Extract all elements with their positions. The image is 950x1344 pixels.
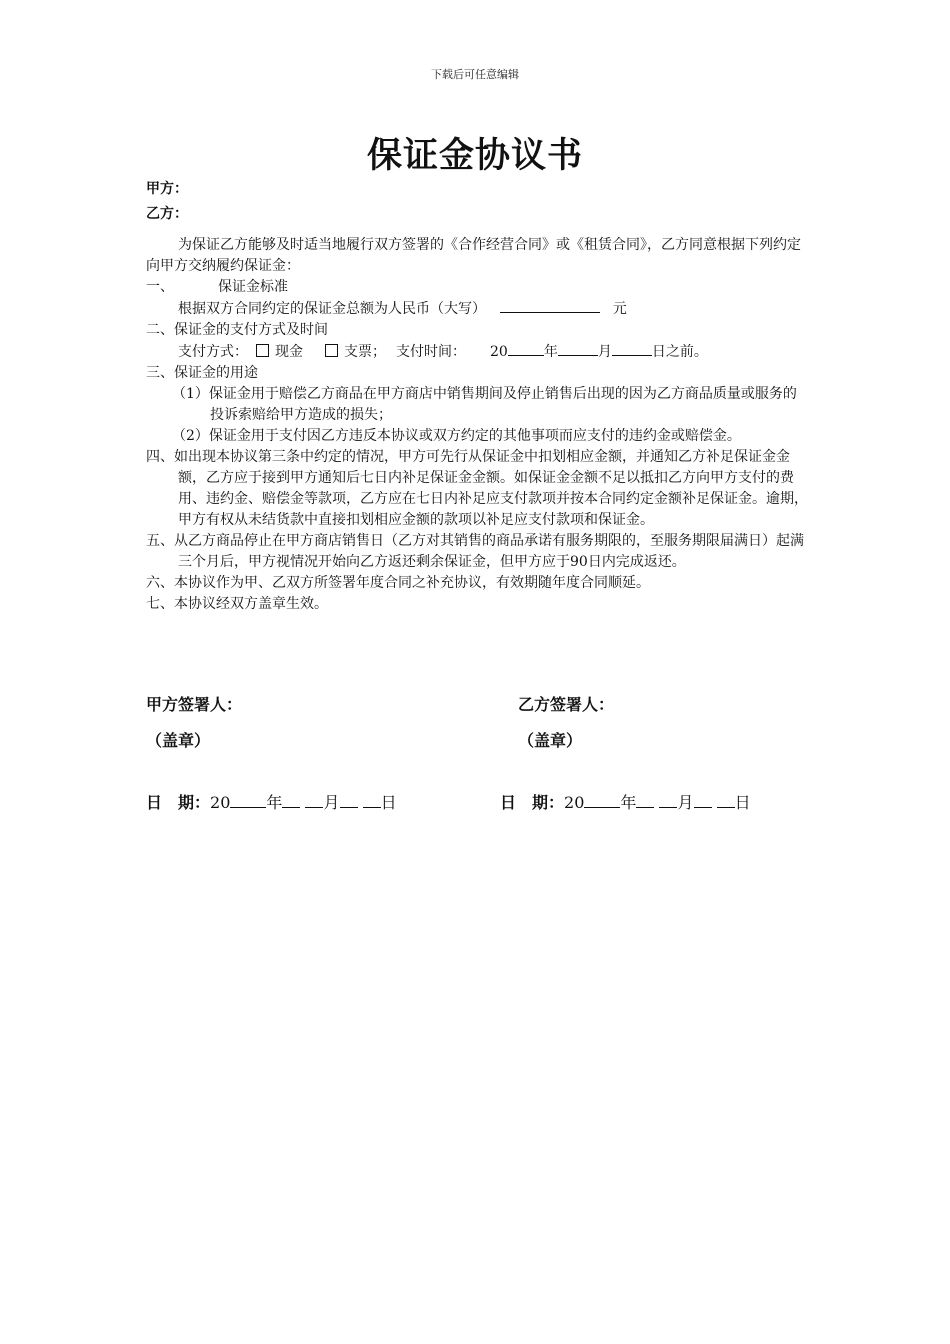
pay-method-label: 支付方式： [178, 344, 248, 360]
section-6: 六、本协议作为甲、乙双方所签署年度合同之补充协议，有效期随年度合同顺延。 [146, 575, 650, 591]
amount-label: 根据双方合同约定的保证金总额为人民币（大写） [178, 301, 486, 317]
date-year-prefix: 20 [564, 793, 585, 812]
section-1-number: 一、 [146, 279, 174, 295]
amount-blank [500, 298, 600, 313]
date-month-blank-1 [636, 792, 654, 808]
section-2-line [146, 341, 810, 363]
day-blank [612, 341, 652, 356]
party-a-label: 甲方： [146, 181, 188, 197]
document-title: 保证金协议书 [366, 136, 583, 176]
party-a-signer: 甲方签署人： [146, 695, 243, 714]
date-year-prefix: 20 [210, 793, 231, 812]
date-month-blank-1 [282, 792, 300, 808]
year-prefix: 20 [490, 344, 508, 360]
date-month: 月 [677, 793, 694, 812]
amount-unit: 元 [612, 301, 627, 317]
section-7: 七、本协议经双方盖章生效。 [146, 596, 328, 612]
date-day-blank-2 [363, 792, 381, 808]
header-note: 下载后可任意编辑 [431, 68, 519, 81]
date-year: 年 [620, 793, 637, 812]
party-b-date [500, 790, 751, 813]
month-label: 月 [597, 344, 612, 360]
date-year-blank [230, 792, 266, 808]
year-blank [508, 341, 544, 356]
section-1-line [146, 298, 810, 320]
date-label: 日 期： [146, 793, 211, 812]
section-3-heading: 三、保证金的用途 [146, 365, 258, 381]
section-2-heading: 二、保证金的支付方式及时间 [146, 322, 328, 338]
section-1-title: 保证金标准 [218, 279, 288, 295]
date-day: 日 [380, 793, 397, 812]
date-year: 年 [266, 793, 283, 812]
date-month-blank-2 [305, 792, 323, 808]
section-3-item-2: （2）保证金用于支付因乙方违反本协议或双方约定的其他事项而应支付的违约金或赔偿金。 [172, 428, 741, 444]
date-day-blank-2 [717, 792, 735, 808]
date-month-blank-2 [659, 792, 677, 808]
month-blank [558, 341, 598, 356]
section-5: 五、从乙方商品停止在甲方商店销售日（乙方对其销售的商品承诺有服务期限的，至服务期限届满日）起满三个月后，甲方视情况开始向乙方返还剩余保证金，但甲方应于90日内完成返还。 [146, 533, 804, 570]
checkbox-cash [256, 344, 269, 357]
checkbox-check [325, 344, 338, 357]
option-cash: 现金 [275, 344, 303, 360]
intro-paragraph: 为保证乙方能够及时适当地履行双方签署的《合作经营合同》或《租赁合同》，乙方同意根据下列约定向甲方交纳履约保证金： [146, 237, 801, 274]
pay-time-label: 支付时间： [396, 344, 466, 360]
party-a-seal: （盖章） [146, 731, 211, 750]
agreement-body [146, 235, 810, 615]
date-day-blank-1 [694, 792, 712, 808]
section-1-heading [146, 277, 810, 298]
date-year-blank [584, 792, 620, 808]
section-4: 四、如出现本协议第三条中约定的情况，甲方可先行从保证金中扣划相应金额，并通知乙方补足保证金金额，乙方应于接到甲方通知后七日内补足保证金金额。如保证金金额不足以抵扣乙方向甲方支付的费用、违约金、赔偿金等款项，乙方应在七日内补足应支付款项并按本合同约定金额补足保证金。逾期，甲方有权从未结货款中直接扣划相应金额的款项以补足应支付款项和保证金。 [146, 449, 808, 528]
day-label: 日之前。 [651, 344, 708, 360]
date-day: 日 [734, 793, 751, 812]
date-day-blank-1 [340, 792, 358, 808]
option-check: 支票； [344, 344, 386, 360]
date-month: 月 [323, 793, 340, 812]
party-a-date [146, 790, 397, 813]
party-b-seal: （盖章） [518, 731, 583, 750]
year-label: 年 [543, 344, 558, 360]
section-3-item-1: （1）保证金用于赔偿乙方商品在甲方商店中销售期间及停止销售后出现的因为乙方商品质量或服务的投诉索赔给甲方造成的损失； [172, 386, 797, 423]
party-b-signer: 乙方签署人： [518, 695, 615, 714]
date-label: 日 期： [500, 793, 565, 812]
party-b-label: 乙方： [146, 206, 188, 222]
